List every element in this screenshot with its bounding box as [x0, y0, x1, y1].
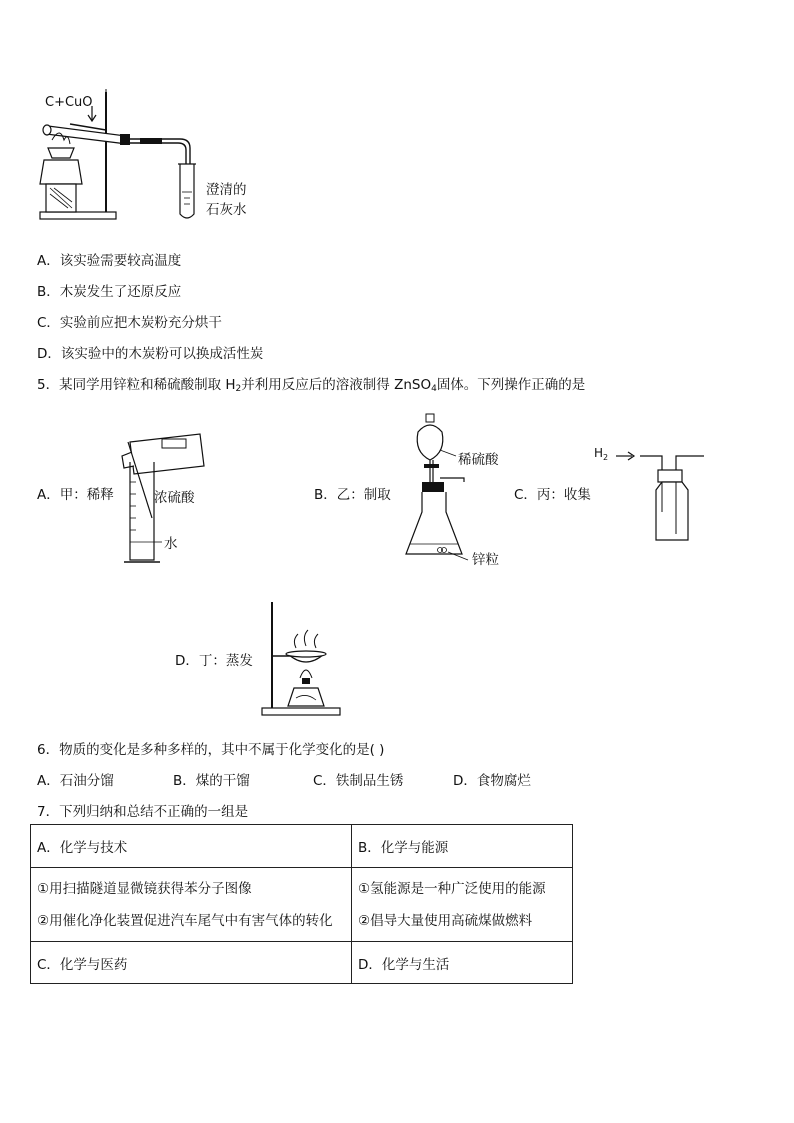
limewater-label-line1: 澄清的: [206, 182, 247, 198]
water-label: 水: [164, 536, 178, 552]
q6-option-b: B．煤的干馏: [173, 773, 250, 789]
q6-stem: 6．物质的变化是多种多样的，其中不属于化学变化的是( ): [37, 742, 385, 758]
q7-table: [30, 824, 573, 984]
q7-b-item-1: ①氢能源是一种广泛使用的能源: [358, 880, 546, 897]
dilution-figure: [118, 422, 228, 572]
q4-option-b: B．木炭发生了还原反应: [37, 284, 182, 300]
q5-option-d: D．丁：蒸发: [175, 653, 253, 669]
conc-acid-label: 浓硫酸: [154, 490, 195, 506]
q6-option-c: C．铁制品生锈: [313, 773, 404, 789]
q5-option-a: A．甲：稀释: [37, 487, 114, 503]
q6-option-d: D．食物腐烂: [453, 773, 531, 789]
carbon-reduction-apparatus-figure: [30, 88, 290, 228]
q4-option-a: A．该实验需要较高温度: [37, 253, 182, 269]
q7-cell-d-head: D．化学与生活: [352, 942, 573, 984]
q7-cell-a-body: [31, 868, 352, 942]
q5-stem-mid: 并利用反应后的溶液制得 ZnSO: [241, 377, 432, 393]
q7-stem: 7．下列归纳和总结不正确的一组是: [37, 804, 249, 820]
q7-a-item-2: ②用催化净化装置促进汽车尾气中有害气体的转化: [37, 912, 333, 929]
preparation-figure: [400, 412, 510, 572]
q4-option-d: D．该实验中的木炭粉可以换成活性炭: [37, 346, 264, 362]
h2-label: $H_2$: [594, 446, 609, 462]
zinc-granules-label: 锌粒: [472, 552, 499, 568]
dilute-acid-label: 稀硫酸: [458, 452, 499, 468]
q5-stem: [37, 373, 585, 394]
q7-cell-b-head: B．化学与能源: [352, 825, 573, 868]
q5-stem-sub1: 2: [235, 384, 242, 394]
gas-collection-figure: [592, 442, 722, 542]
q5-stem-sub2: 4: [431, 384, 437, 394]
q7-cell-a-head: A．化学与技术: [31, 825, 352, 868]
q5-stem-pre: 5．某同学用锌粒和稀硫酸制取 H: [37, 377, 236, 393]
limewater-label-line2: 石灰水: [206, 202, 247, 218]
evaporation-figure: [258, 600, 348, 718]
q7-cell-c-head: C．化学与医药: [31, 942, 352, 984]
q5-option-c: C．丙：收集: [514, 487, 591, 503]
q5-option-b: B．乙：制取: [314, 487, 391, 503]
q7-cell-b-body: [352, 868, 573, 942]
q7-b-item-2: ②倡导大量使用高硫煤做燃料: [358, 912, 533, 929]
reactant-label: C+CuO: [45, 95, 93, 110]
q6-option-a: A．石油分馏: [37, 773, 114, 789]
q4-option-c: C．实验前应把木炭粉充分烘干: [37, 315, 222, 331]
q5-stem-post: 固体。下列操作正确的是: [436, 377, 586, 393]
q7-a-item-1: ①用扫描隧道显微镜获得苯分子图像: [37, 880, 252, 897]
